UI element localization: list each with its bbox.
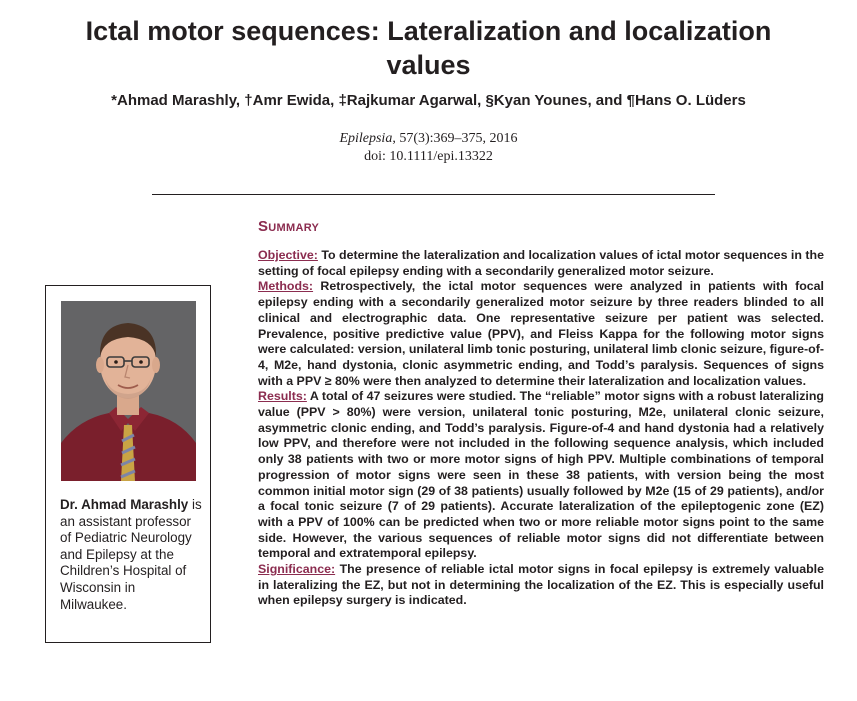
article-title-line-1: Ictal motor sequences: Lateralization and localization xyxy=(85,16,772,46)
volume-pages-year: , 57(3):369–375, 2016 xyxy=(392,131,518,146)
author-bio-box xyxy=(45,285,211,643)
article-title-line-2: values xyxy=(386,50,471,80)
significance-text: The presence of reliable ictal motor signs in focal epilepsy is extremely valuable in lateralizing the EZ, but not in determining the localization of the EZ. This is especially useful when epilepsy surgery is indicated. xyxy=(258,562,824,608)
results-text: A total of 47 seizures were studied. The “reliable” motor signs with a robust lateralizing value (PPV > 80%) were version, unilateral tonic posturing, M2e, unilateral clonic seizure, asymmetric clonic ending, and Todd’s paralysis. Figure-of-4 and hand dystonia had a relatively low PPV, and therefore were not included in the following sequence analysis, which included only 38 patients with two or more motor signs of high PPV. Multiple combinations of temporal progression of motor signs were seen in these 38 patients, with version being the most common initial motor sign (29 of 38 patients) usually followed by M2e (15 of 29 patients), and/or a focal tonic seizure (7 of 29 patients). Accurate lateralization of the epileptogenic zone (EZ) with a PPV of 100% can be predicted when two or more reliable motor signs point to the same side. However, the various sequences of reliable motor signs did not differentiate between temporal and extratemporal epilepsy. xyxy=(258,389,824,561)
author-photo xyxy=(61,301,196,481)
methods-paragraph xyxy=(258,279,824,389)
header-divider xyxy=(152,194,715,195)
journal-citation xyxy=(0,130,857,148)
doi: doi: 10.1111/epi.13322 xyxy=(364,149,493,164)
journal-name: Epilepsia xyxy=(339,131,393,146)
methods-text: Retrospectively, the ictal motor sequences were analyzed in patients with focal epilepsy ending with a secondarily generalized motor seizure by three readers blinded to all clinical and electrographic data. One representative seizure per patient was selected. Prevalence, positive predictive value (PPV), and Fleiss Kappa for the following motor signs were calculated: version, unilateral limb tonic posturing, unilateral limb clonic seizure, figure-of-4, M2e, hand dystonia, clonic asymmetric ending, and Todd’s paralysis. Sequences of signs with a PPV ≥ 80% were then analyzed to determine their lateralization and localization values. xyxy=(258,279,824,388)
results-paragraph xyxy=(258,389,824,562)
bio-description: is an assistant professor of Pediatric Neurology and Epilepsy at the Children’s Hospital of Wisconsin in Milwaukee. xyxy=(60,497,202,612)
article-title xyxy=(0,14,857,82)
objective-paragraph xyxy=(258,248,824,279)
results-label: Results: xyxy=(258,389,307,404)
methods-label: Methods: xyxy=(258,279,314,294)
abstract-body xyxy=(258,248,824,609)
objective-text: To determine the lateralization and localization values of ictal motor sequences in the setting of focal epilepsy ending with a secondarily generalized motor seizure. xyxy=(258,248,824,278)
significance-label: Significance: xyxy=(258,562,336,577)
author-list: *Ahmad Marashly, †Amr Ewida, ‡Rajkumar Agarwal, §Kyan Younes, and ¶Hans O. Lüders xyxy=(111,92,746,109)
bio-author-name: Dr. Ahmad Marashly xyxy=(60,497,189,512)
citation-block xyxy=(0,130,857,166)
summary-heading: Summary xyxy=(258,218,320,235)
significance-paragraph xyxy=(258,562,824,609)
author-bio-text xyxy=(60,497,205,613)
objective-label: Objective: xyxy=(258,248,318,262)
author-portrait-illustration xyxy=(61,301,196,481)
